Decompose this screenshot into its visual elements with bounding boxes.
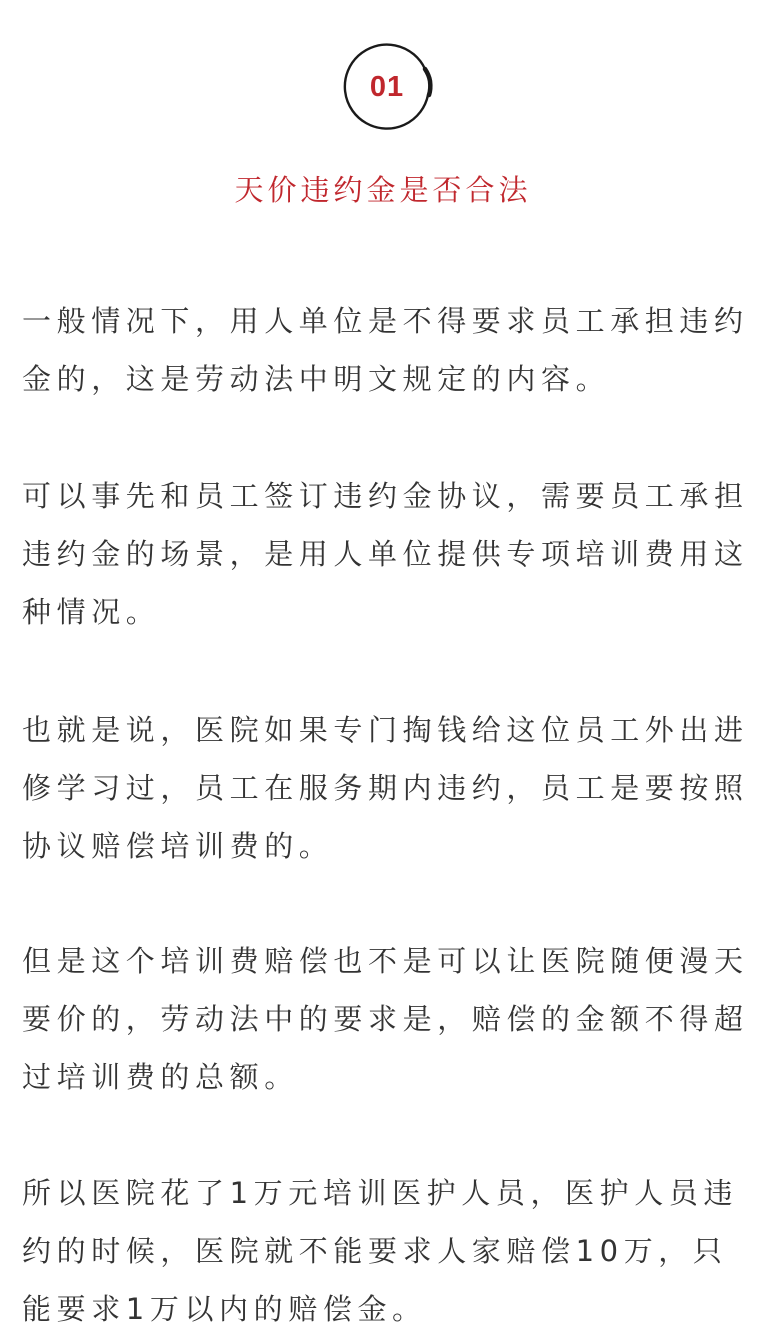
paragraph-5: 所以医院花了1万元培训医护人员，医护人员违约的时候，医院就不能要求人家赔偿10万，只能要求1万以内的赔偿金。 <box>22 1176 739 1326</box>
paragraph-1: 一般情况下，用人单位是不得要求员工承担违约金的，这是劳动法中明文规定的内容。 <box>22 304 749 396</box>
section-title: 天价违约金是否合法 <box>234 173 532 207</box>
paragraph-4: 但是这个培训费赔偿也不是可以让医院随便漫天要价的，劳动法中的要求是，赔偿的金额不得超过培训费的总额。 <box>22 944 749 1094</box>
paragraph-3: 也就是说，医院如果专门掏钱给这位员工外出进修学习过，员工在服务期内违约，员工是要按照协议赔偿培训费的。 <box>22 713 749 863</box>
section-number: 01 <box>369 71 405 103</box>
paragraph-2: 可以事先和员工签订违约金协议，需要员工承担违约金的场景，是用人单位提供专项培训费用这种情况。 <box>22 479 749 629</box>
section-number-badge <box>337 37 437 137</box>
